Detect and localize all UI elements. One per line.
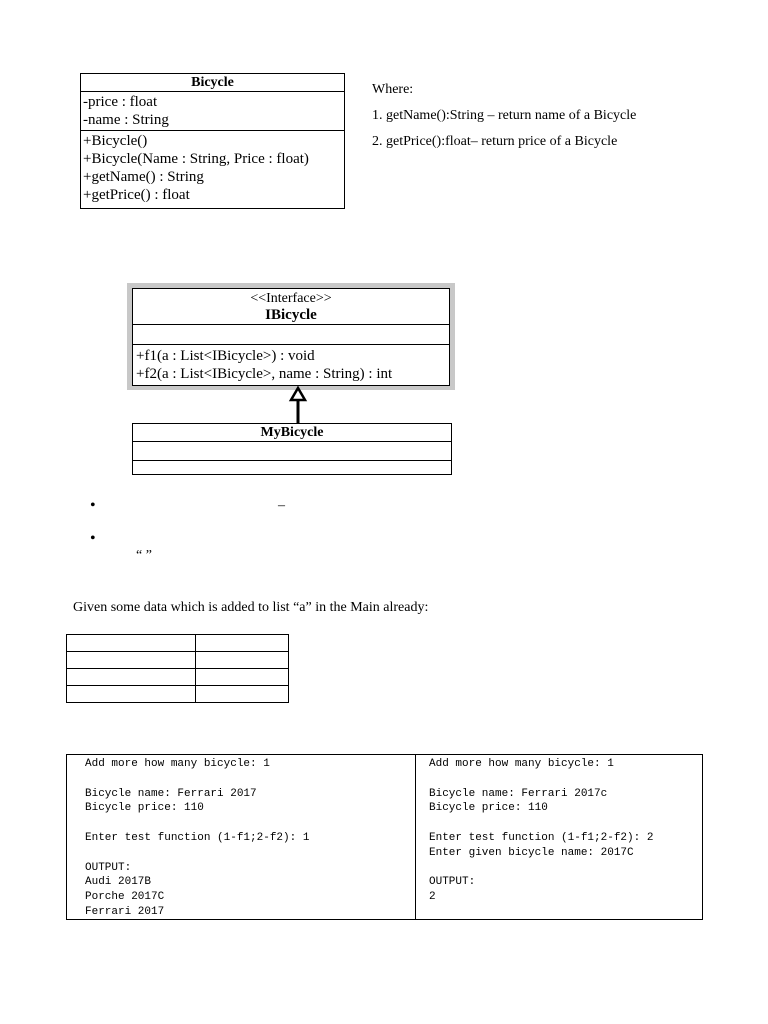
given-data-text: Given some data which is added to list “a” in the Main already: <box>73 600 429 615</box>
console-line: Enter given bicycle name: 2017C <box>429 846 634 859</box>
console-output-box <box>66 754 703 920</box>
table-row <box>67 652 289 669</box>
console-line <box>85 772 415 787</box>
interface-inner <box>132 288 450 386</box>
data-table <box>66 634 289 703</box>
interface-box <box>127 283 455 390</box>
mybicycle-class-box <box>132 423 452 475</box>
operation-constructor: +Bicycle() <box>83 133 148 149</box>
operation-getname: +getName() : String <box>83 169 204 185</box>
console-line: Ferrari 2017 <box>85 905 165 918</box>
where-item-1: 1. getName():String – return name of a Bicycle <box>372 108 637 123</box>
mybicycle-class-name: MyBicycle <box>133 424 451 442</box>
table-cell <box>196 669 289 686</box>
table-cell <box>196 686 289 703</box>
console-line <box>429 772 702 787</box>
table-cell <box>196 652 289 669</box>
table-row <box>67 635 289 652</box>
where-notes <box>372 77 752 155</box>
where-title: Where: <box>372 82 414 97</box>
console-line <box>85 816 415 831</box>
bicycle-class-name: Bicycle <box>81 74 344 92</box>
console-line: Audi 2017B <box>85 876 152 889</box>
console-line: Bicycle name: Ferrari 2017 <box>85 787 257 800</box>
console-line: Enter test function (1-f1;2-f2): 2 <box>429 831 654 844</box>
table-cell <box>67 686 196 703</box>
console-line: Add more how many bicycle: 1 <box>85 758 270 770</box>
table-cell <box>67 669 196 686</box>
where-item-2: 2. getPrice():float– return price of a Bicycle <box>372 134 618 149</box>
console-line: Bicycle price: 110 <box>85 802 204 815</box>
bullet-1: • <box>90 497 96 514</box>
console-line <box>429 816 702 831</box>
console-line: Porche 2017C <box>85 891 165 904</box>
console-line <box>429 861 702 876</box>
table-cell <box>67 635 196 652</box>
console-line: OUTPUT: <box>85 861 132 874</box>
console-line: Enter test function (1-f1;2-f2): 1 <box>85 831 310 844</box>
console-line: 2 <box>429 891 436 904</box>
operation-f2: +f2(a : List<IBicycle>, name : String) : int <box>136 366 393 382</box>
operation-getprice: +getPrice() : float <box>83 187 190 203</box>
console-line <box>85 846 415 861</box>
realization-arrow <box>286 386 310 426</box>
attribute-name: -name : String <box>83 112 169 128</box>
table-cell <box>67 652 196 669</box>
bullet-2-text: “ ” <box>136 548 152 563</box>
operation-constructor-args: +Bicycle(Name : String, Price : float) <box>83 151 309 167</box>
bullet-1-text: – <box>278 498 285 513</box>
interface-header <box>133 289 449 325</box>
table-cell <box>196 635 289 652</box>
table-row <box>67 669 289 686</box>
console-line: OUTPUT: <box>429 876 476 889</box>
interface-operations <box>133 345 449 385</box>
console-line: Bicycle name: Ferrari 2017c <box>429 787 608 800</box>
console-line: Add more how many bicycle: 1 <box>429 758 614 770</box>
interface-attributes <box>133 325 449 345</box>
operation-f1: +f1(a : List<IBicycle>) : void <box>136 348 315 364</box>
bicycle-operations <box>81 130 344 205</box>
console-line: Bicycle price: 110 <box>429 802 548 815</box>
interface-stereotype: <<Interface>> <box>250 291 332 306</box>
mybicycle-operations <box>133 460 451 479</box>
console-left <box>67 755 416 919</box>
attribute-price: -price : float <box>83 94 158 110</box>
bicycle-class-box <box>80 73 345 209</box>
table-row <box>67 686 289 703</box>
bicycle-attributes <box>81 92 344 130</box>
bullet-2: • <box>90 530 96 547</box>
console-right <box>416 755 702 919</box>
mybicycle-attributes <box>133 442 451 460</box>
interface-name: IBicycle <box>265 307 317 323</box>
